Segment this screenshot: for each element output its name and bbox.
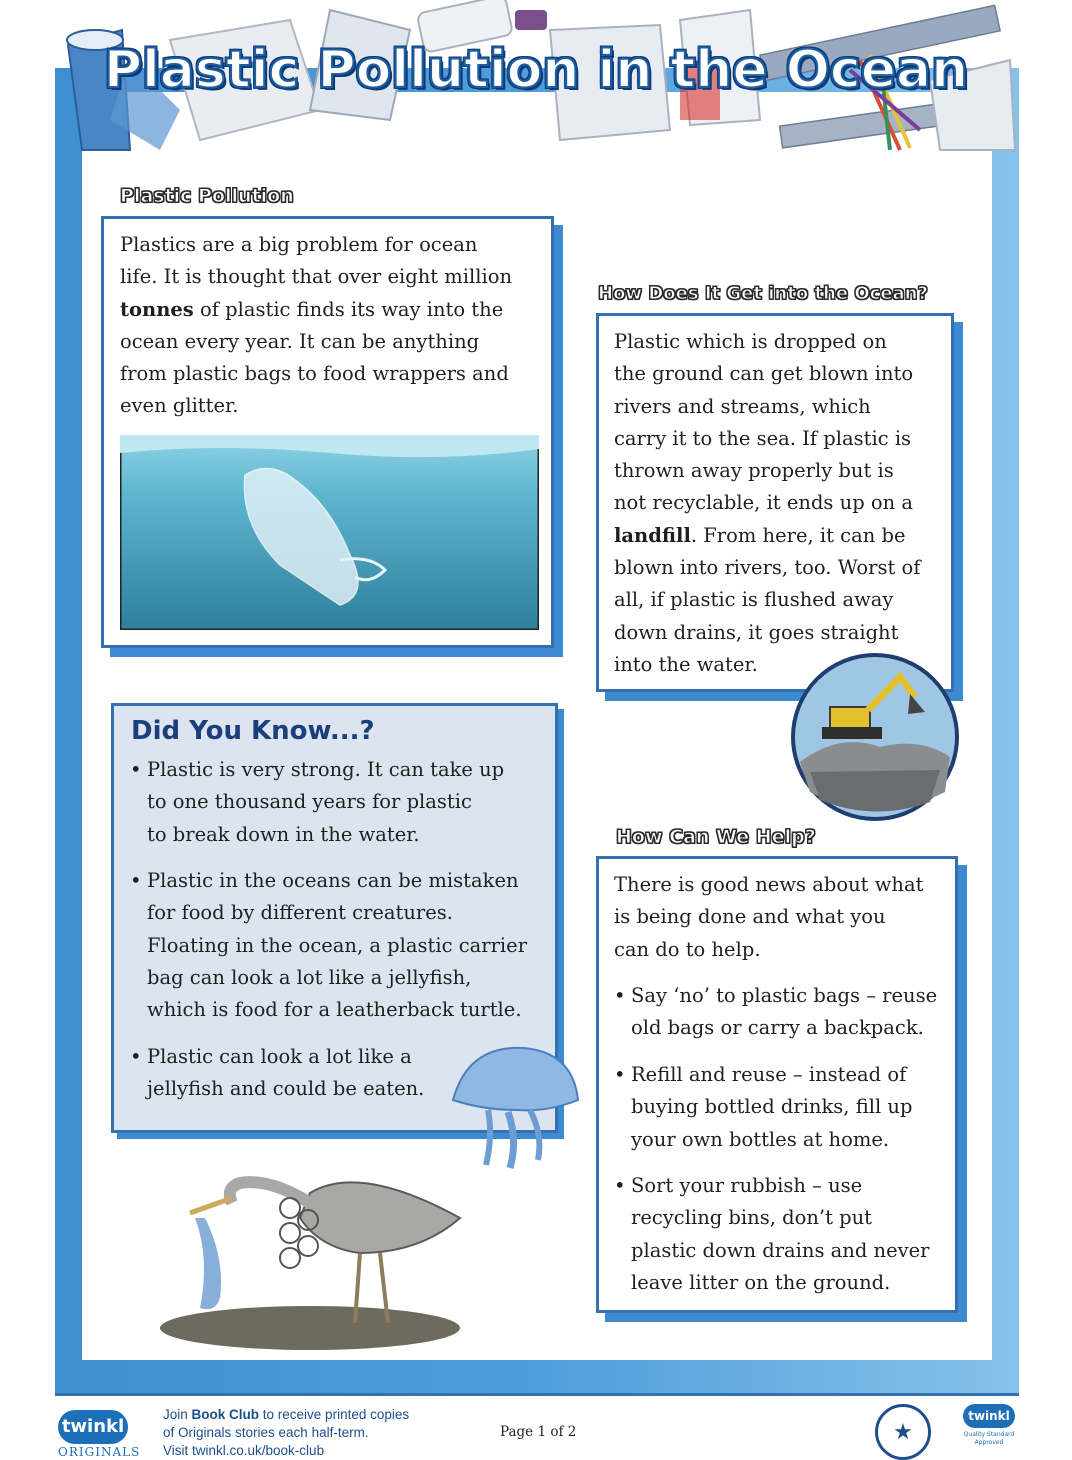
ocean-plastic-bag-image bbox=[120, 435, 539, 630]
twinkl-originals-logo: twinkl ORIGINALS bbox=[58, 1410, 134, 1460]
heron-with-plastic-image bbox=[160, 1158, 500, 1358]
how-get-text: Plastic which is dropped on the ground can get blown into rivers and streams, which carry it to the sea. If plastic is thrown away properly but is not recyclable, it ends up on a landfill. From here, it can be blown into rivers, too. Worst of all, if plastic is flushed away down drains, it goes straight into the water. bbox=[614, 330, 921, 676]
book-club-text: Join Book Club to receive printed copies of Originals stories each half-term. Visit twinkl.co.uk/book-club bbox=[163, 1407, 410, 1458]
how-help-intro: There is good news about what is being done and what you can do to help. bbox=[614, 873, 924, 961]
did-you-know-bullet: • Plastic can look a lot like a jellyfish and could be eaten. bbox=[130, 1045, 425, 1101]
how-get-box bbox=[596, 313, 954, 692]
plastic-pollution-text: Plastics are a big problem for ocean life. It is thought that over eight million tonnes of plastic finds its way into the ocean every year. It can be anything from plastic bags to food wrappers and even glitter. bbox=[120, 233, 513, 418]
jellyfish-image bbox=[448, 1040, 583, 1170]
bold-term-tonnes: tonnes bbox=[120, 297, 194, 321]
landfill-digger-image bbox=[790, 652, 960, 822]
page-number: Page 1 of 2 bbox=[500, 1424, 577, 1440]
did-you-know-heading: Did You Know...? bbox=[131, 716, 375, 746]
did-you-know-bullet: • Plastic in the oceans can be mistaken for food by different creatures. Floating in the ocean, a plastic carrier bag can look a lot like a jellyfish, which is food for a leatherback turtle. bbox=[130, 869, 528, 1022]
did-you-know-bullet: • Plastic is very strong. It can take up to one thousand years for plastic to break down in the water. bbox=[130, 758, 505, 846]
how-help-bullet: • Refill and reuse – instead of buying bottled drinks, fill up your own bottles at home. bbox=[614, 1063, 913, 1151]
star-icon[interactable]: ★ bbox=[875, 1404, 931, 1460]
how-help-bullet: • Sort your rubbish – use recycling bins, don’t put plastic down drains and never leave litter on the ground. bbox=[614, 1174, 930, 1294]
section-heading-how-can-we-help: How Can We Help? bbox=[616, 826, 816, 848]
how-help-bullet: • Say ‘no’ to plastic bags – reuse old bags or carry a backpack. bbox=[614, 984, 938, 1040]
section-heading-how-does-it-get: How Does It Get into the Ocean? bbox=[598, 283, 928, 304]
book-club-link[interactable]: Visit twinkl.co.uk/book-club bbox=[163, 1443, 325, 1458]
plastic-pollution-box bbox=[101, 216, 554, 648]
how-help-box bbox=[596, 856, 958, 1313]
bold-term-landfill: landfill bbox=[614, 523, 691, 547]
quality-standard-badge: twinkl Quality Standard Approved bbox=[960, 1402, 1018, 1458]
section-heading-plastic-pollution: Plastic Pollution bbox=[120, 185, 294, 207]
footer-divider bbox=[55, 1393, 1019, 1396]
page-title: Plastic Pollution in the Ocean bbox=[103, 40, 969, 100]
